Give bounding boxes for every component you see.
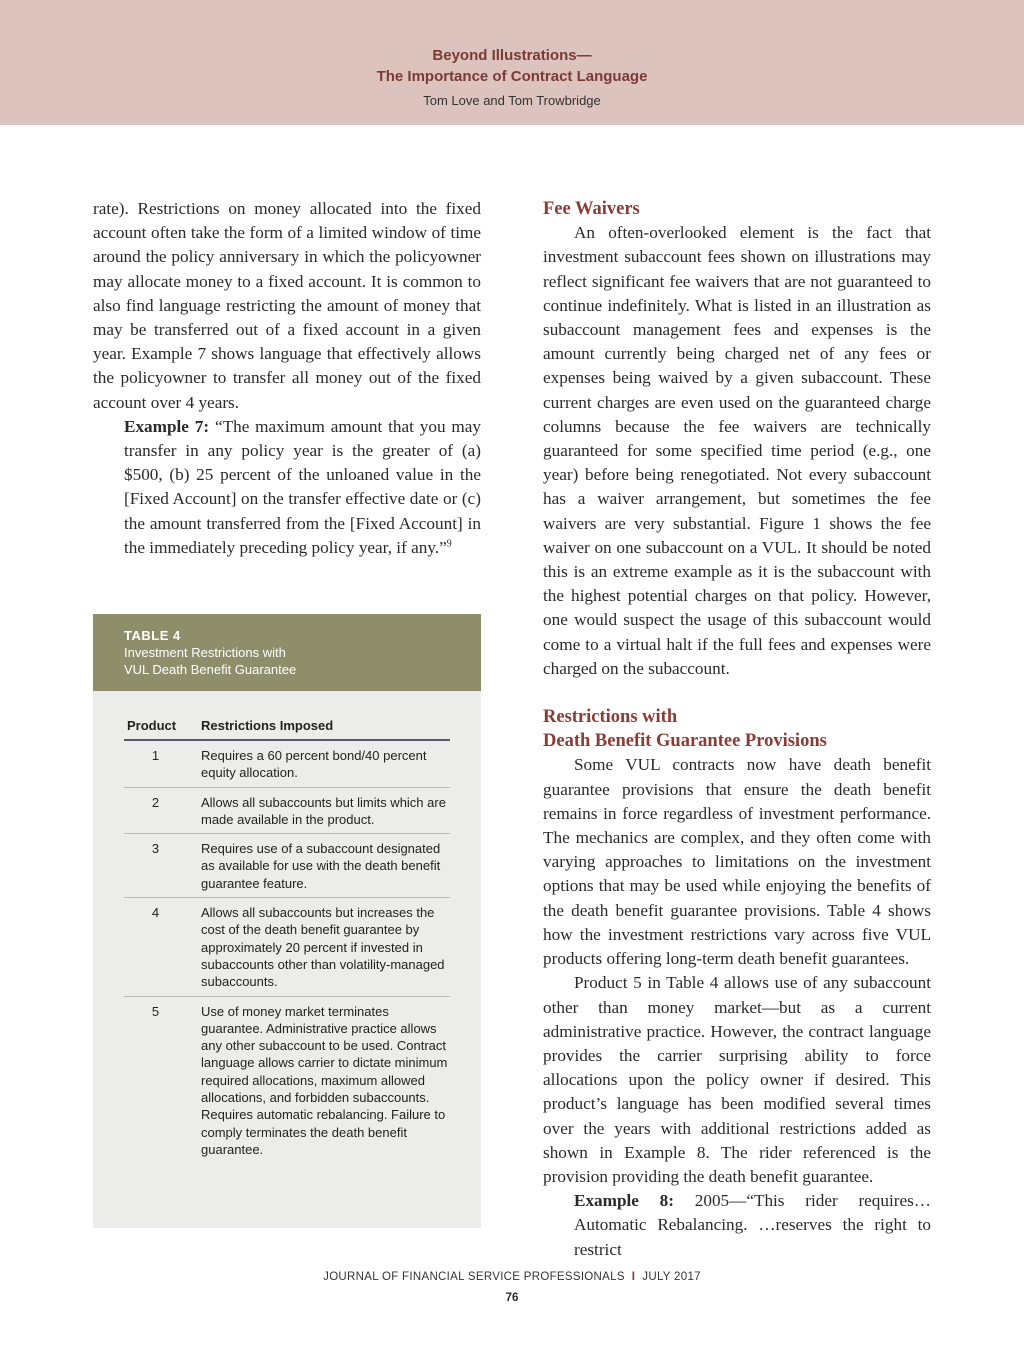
product-cell: 2 — [151, 794, 160, 810]
table-row — [124, 741, 450, 788]
restriction-cell: Allows all subaccounts but increases the cost of the death benefit guarantee by approximately 20 percent if invested in subaccounts other than volatility-managed subaccounts. — [201, 905, 445, 990]
product-cell: 4 — [151, 905, 160, 921]
journal-name: JOURNAL OF FINANCIAL SERVICE PROFESSIONALS — [323, 1271, 625, 1283]
table-row — [124, 997, 450, 1164]
article-title-line2: The Importance of Contract Language — [376, 68, 648, 85]
body-paragraph: Product 5 in Table 4 allows use of any subaccount other than money market—but as a current administrative practice. However, the contract language provides the carrier surprising ability to force allocations upon the policy owner if desired. This product’s language has been modified several times over the years with additional restrictions added as shown in Example 8. The rider referenced is the provision providing the death benefit guarantee. — [543, 973, 931, 1186]
table-row — [124, 788, 450, 835]
page-footer — [0, 1271, 1024, 1283]
right-column — [543, 197, 931, 1262]
body-paragraph: rate). Restrictions on money allocated into the fixed account often take the form of a limited window of time around the policy anniversary in which the policyowner may allocate money to a fixed account. It is common to also find language restricting the amount of money that may be transferred out of a fixed account in a given year. Example 7 shows language that effectively allows the policyowner to transfer all money out of the fixed account over 4 years. — [93, 199, 481, 412]
table-label: TABLE 4 — [124, 628, 181, 643]
table-row — [124, 898, 450, 996]
table-column-headers — [124, 718, 450, 741]
restriction-cell: Use of money market terminates guarantee. Administrative practice allows any other subaccount to be used. Contract language allows carrier to dictate minimum required allocations, maximum allowed allocations, and forbidden subaccounts. Requires automatic rebalancing. Failure to comply terminates the death benefit guarantee. — [201, 1003, 448, 1157]
example-text: 2005—“This rider requires…Automatic Rebalancing. …reserves the right to restrict — [574, 1191, 931, 1259]
example-text: “The maximum amount that you may transfer in any policy year is the greater of (a) $500, (b) 25 percent of the unloaned value in the [Fixed Account] on the transfer effective date or (c) the amount transferred from the [Fixed Account] in the immediately preceding policy year, if any.” — [124, 416, 481, 557]
table-header — [93, 614, 481, 691]
left-column — [93, 197, 481, 560]
column-header-restrictions: Restrictions Imposed — [201, 718, 334, 733]
table-4 — [93, 614, 481, 1228]
table-row — [124, 834, 450, 898]
page-number: 76 — [505, 1292, 519, 1304]
restrictions-table — [124, 718, 450, 1163]
restriction-cell: Requires use of a subaccount designated as available for use with the death benefit guarantee feature. — [201, 841, 441, 891]
column-header-product: Product — [127, 718, 177, 733]
body-paragraph: An often-overlooked element is the fact that investment subaccount fees shown on illustrations may reflect significant fee waivers that are not guaranteed to continue indefinitely. What is listed in an illustration as subaccount management fees and expenses is the amount currently being charged net of any fees or expenses being waived by a given subaccount. These current charges are even used on the guaranteed charge columns because the fee waivers are technically guaranteed for some specified time period (e.g., one year) before being renegotiated. Not every subaccount has a waiver arrangement, but sometimes the fee waivers are very substantial. Figure 1 shows the fee waiver on one subaccount on a VUL. It should be noted this is an extreme example as it is the subaccount with the highest potential charges on that policy. However, one would suspect the usage of this subaccount would come to a virtual halt if the full fees and expenses were charged on the subaccount. — [543, 223, 931, 678]
table-caption-line1: Investment Restrictions with — [124, 645, 286, 660]
section-heading-restrictions — [543, 705, 931, 753]
product-cell: 5 — [151, 1003, 160, 1019]
body-paragraph: Some VUL contracts now have death benefit guarantee provisions that ensure the death benefit remains in force regardless of investment performance. The mechanics are complex, and they often come with varying approaches to limitations on the investment options that may be used while enjoying the benefits of the death benefit guarantee provisions. Table 4 shows how the investment restrictions vary across five VUL products offering long-term death benefit guarantees. — [543, 755, 931, 969]
page-header — [0, 0, 1024, 125]
restriction-cell: Allows all subaccounts but limits which are made available in the product. — [201, 794, 446, 827]
table-caption — [124, 644, 444, 678]
issue-date: JULY 2017 — [642, 1271, 701, 1283]
article-authors: Tom Love and Tom Trowbridge — [423, 93, 601, 108]
example-label: Example 7: — [124, 416, 210, 436]
product-cell: 3 — [151, 841, 160, 857]
footer-separator: I — [631, 1271, 636, 1283]
heading-line1: Restrictions with — [543, 707, 678, 728]
example-8 — [574, 1189, 931, 1262]
restriction-cell: Requires a 60 percent bond/40 percent equity allocation. — [201, 748, 427, 781]
product-cell: 1 — [151, 748, 160, 763]
table-caption-line2: VUL Death Benefit Guarantee — [124, 662, 297, 677]
example-label: Example 8: — [574, 1191, 674, 1211]
section-heading-fee-waivers: Fee Waivers — [543, 199, 640, 219]
heading-line2: Death Benefit Guarantee Provisions — [543, 731, 827, 752]
article-title-line1: Beyond Illustrations— — [432, 47, 592, 64]
footnote-ref: 9 — [446, 538, 452, 550]
example-7 — [124, 415, 481, 560]
